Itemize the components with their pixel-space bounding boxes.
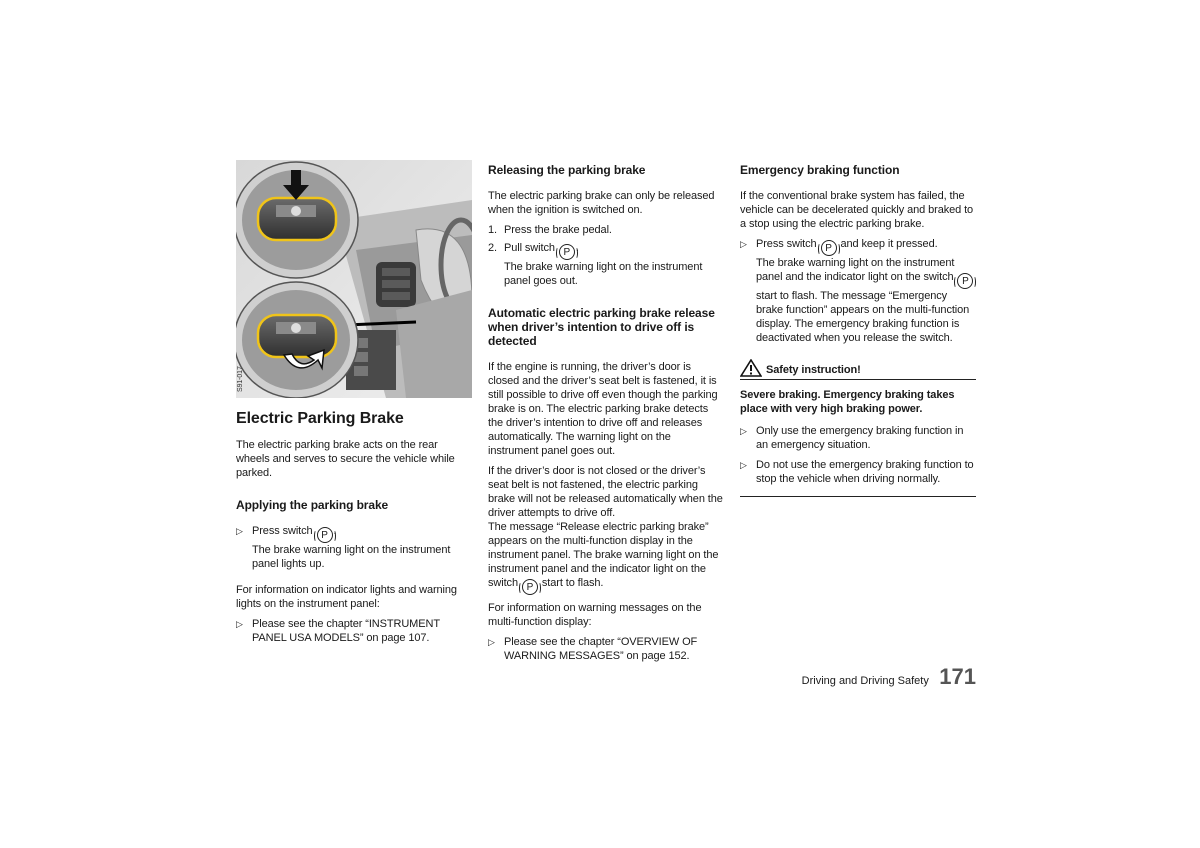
bullet-text: Do not use the emergency braking function to stop the vehicle when driving normally. (756, 459, 974, 485)
paragraph-text: The message “Release electric parking brake” appears on the multi-function display in the instrument panel. The brake warning light on the instrument panel and the indicator light on the switch (488, 521, 719, 589)
bullet-arrow-icon: ▷ (236, 619, 243, 629)
safety-bullet-2 (740, 458, 976, 486)
info-paragraph: For information on indicator lights and warning lights on the instrument panel: (236, 584, 457, 610)
releasing-heading: Releasing the parking brake (488, 163, 646, 177)
bullet-text: and keep it pressed. (840, 238, 938, 250)
reference-bullet (236, 617, 472, 645)
bullet-text: Please see the chapter “INSTRUMENT PANEL USA MODELS” on page 107. (252, 618, 440, 644)
bullet-text: Only use the emergency braking function in an emergency situation. (756, 425, 964, 451)
info-paragraph: For information on warning messages on the multi-function display: (488, 602, 702, 628)
page-number: 171 (939, 664, 976, 689)
parking-switch-icon: P (522, 579, 538, 595)
auto-paragraph-2: If the driver’s door is not closed or the driver’s seat belt is not fastened, the electric parking brake will not be released automatically when the driver attempts to drive off. (488, 465, 723, 519)
section-name: Driving and Driving Safety (801, 675, 929, 687)
auto-paragraph-1: If the engine is running, the driver’s door is closed and the driver’s seat belt is fastened, it is still possible to drive off even though the parking brake is on. The electric parking brake detects the driver’s intention to drive off and releases automatically. The warning light on the instrument panel goes out. (488, 361, 718, 457)
column-2 (488, 163, 724, 669)
reference-bullet (488, 635, 724, 663)
safety-divider (740, 492, 976, 497)
parking-switch-icon: P (821, 240, 837, 256)
column-1 (236, 160, 472, 651)
safety-warning: Severe braking. Emergency braking takes place with very high braking power. (740, 389, 955, 415)
bullet-text: start to flash. The message “Emergency brake function” appears on the multi-function display. The emergency braking function is deactivated when you release the switch. (756, 290, 970, 344)
bullet-arrow-icon: ▷ (740, 460, 747, 470)
auto-paragraph-3 (488, 520, 724, 595)
step-2 (488, 241, 724, 288)
auto-release-heading: Automatic electric parking brake release when driver’s intention to drive off is detected (488, 306, 715, 348)
bullet-text: . (333, 525, 337, 537)
step-text: Pull switch (504, 242, 555, 254)
emergency-heading: Emergency braking function (740, 163, 900, 177)
parking-brake-illustration (236, 160, 472, 398)
bullet-arrow-icon: ▷ (236, 526, 243, 536)
page-title: Electric Parking Brake (236, 410, 404, 427)
page-footer (700, 664, 976, 690)
bullet-arrow-icon: ▷ (488, 637, 495, 647)
bullet-text: Please see the chapter “OVERVIEW OF WARNING MESSAGES” on page 152. (504, 636, 698, 662)
figure-code: S91-017 (237, 366, 244, 392)
step-text: Press the brake pedal. (504, 224, 612, 236)
parking-brake-figure (236, 160, 472, 398)
applying-bullet (236, 524, 472, 571)
step-number: 1. (488, 224, 497, 236)
bullet-arrow-icon: ▷ (740, 239, 747, 249)
bullet-text: Press switch (756, 238, 817, 250)
step-text: . (575, 242, 579, 254)
parking-switch-icon: P (559, 244, 575, 260)
step-text: The brake warning light on the instrument panel goes out. (504, 261, 703, 287)
applying-heading: Applying the parking brake (236, 498, 389, 512)
paragraph-text: start to flash. (541, 577, 604, 589)
step-number: 2. (488, 242, 497, 254)
safety-title: Safety instruction! (766, 364, 861, 376)
bullet-text: The brake warning light on the instrument panel lights up. (252, 544, 451, 570)
warning-triangle-icon (740, 359, 762, 377)
intro-paragraph: The electric parking brake acts on the rear wheels and serves to secure the vehicle while parked. (236, 439, 455, 479)
bullet-arrow-icon: ▷ (740, 426, 747, 436)
step-1 (488, 223, 724, 237)
parking-switch-icon: P (317, 527, 333, 543)
bullet-text: The brake warning light on the instrument panel and the indicator light on the switch (756, 257, 955, 283)
column-3 (740, 163, 976, 497)
emergency-bullet (740, 237, 976, 345)
emergency-intro: If the conventional brake system has failed, the vehicle can be decelerated quickly and braked to a stop using the electric parking brake. (740, 190, 974, 230)
safety-instruction-header (740, 359, 976, 380)
releasing-intro: The electric parking brake can only be released when the ignition is switched on. (488, 190, 715, 216)
safety-bullet-1 (740, 424, 976, 452)
bullet-text: Press switch (252, 525, 313, 537)
parking-switch-icon: P (957, 273, 973, 289)
